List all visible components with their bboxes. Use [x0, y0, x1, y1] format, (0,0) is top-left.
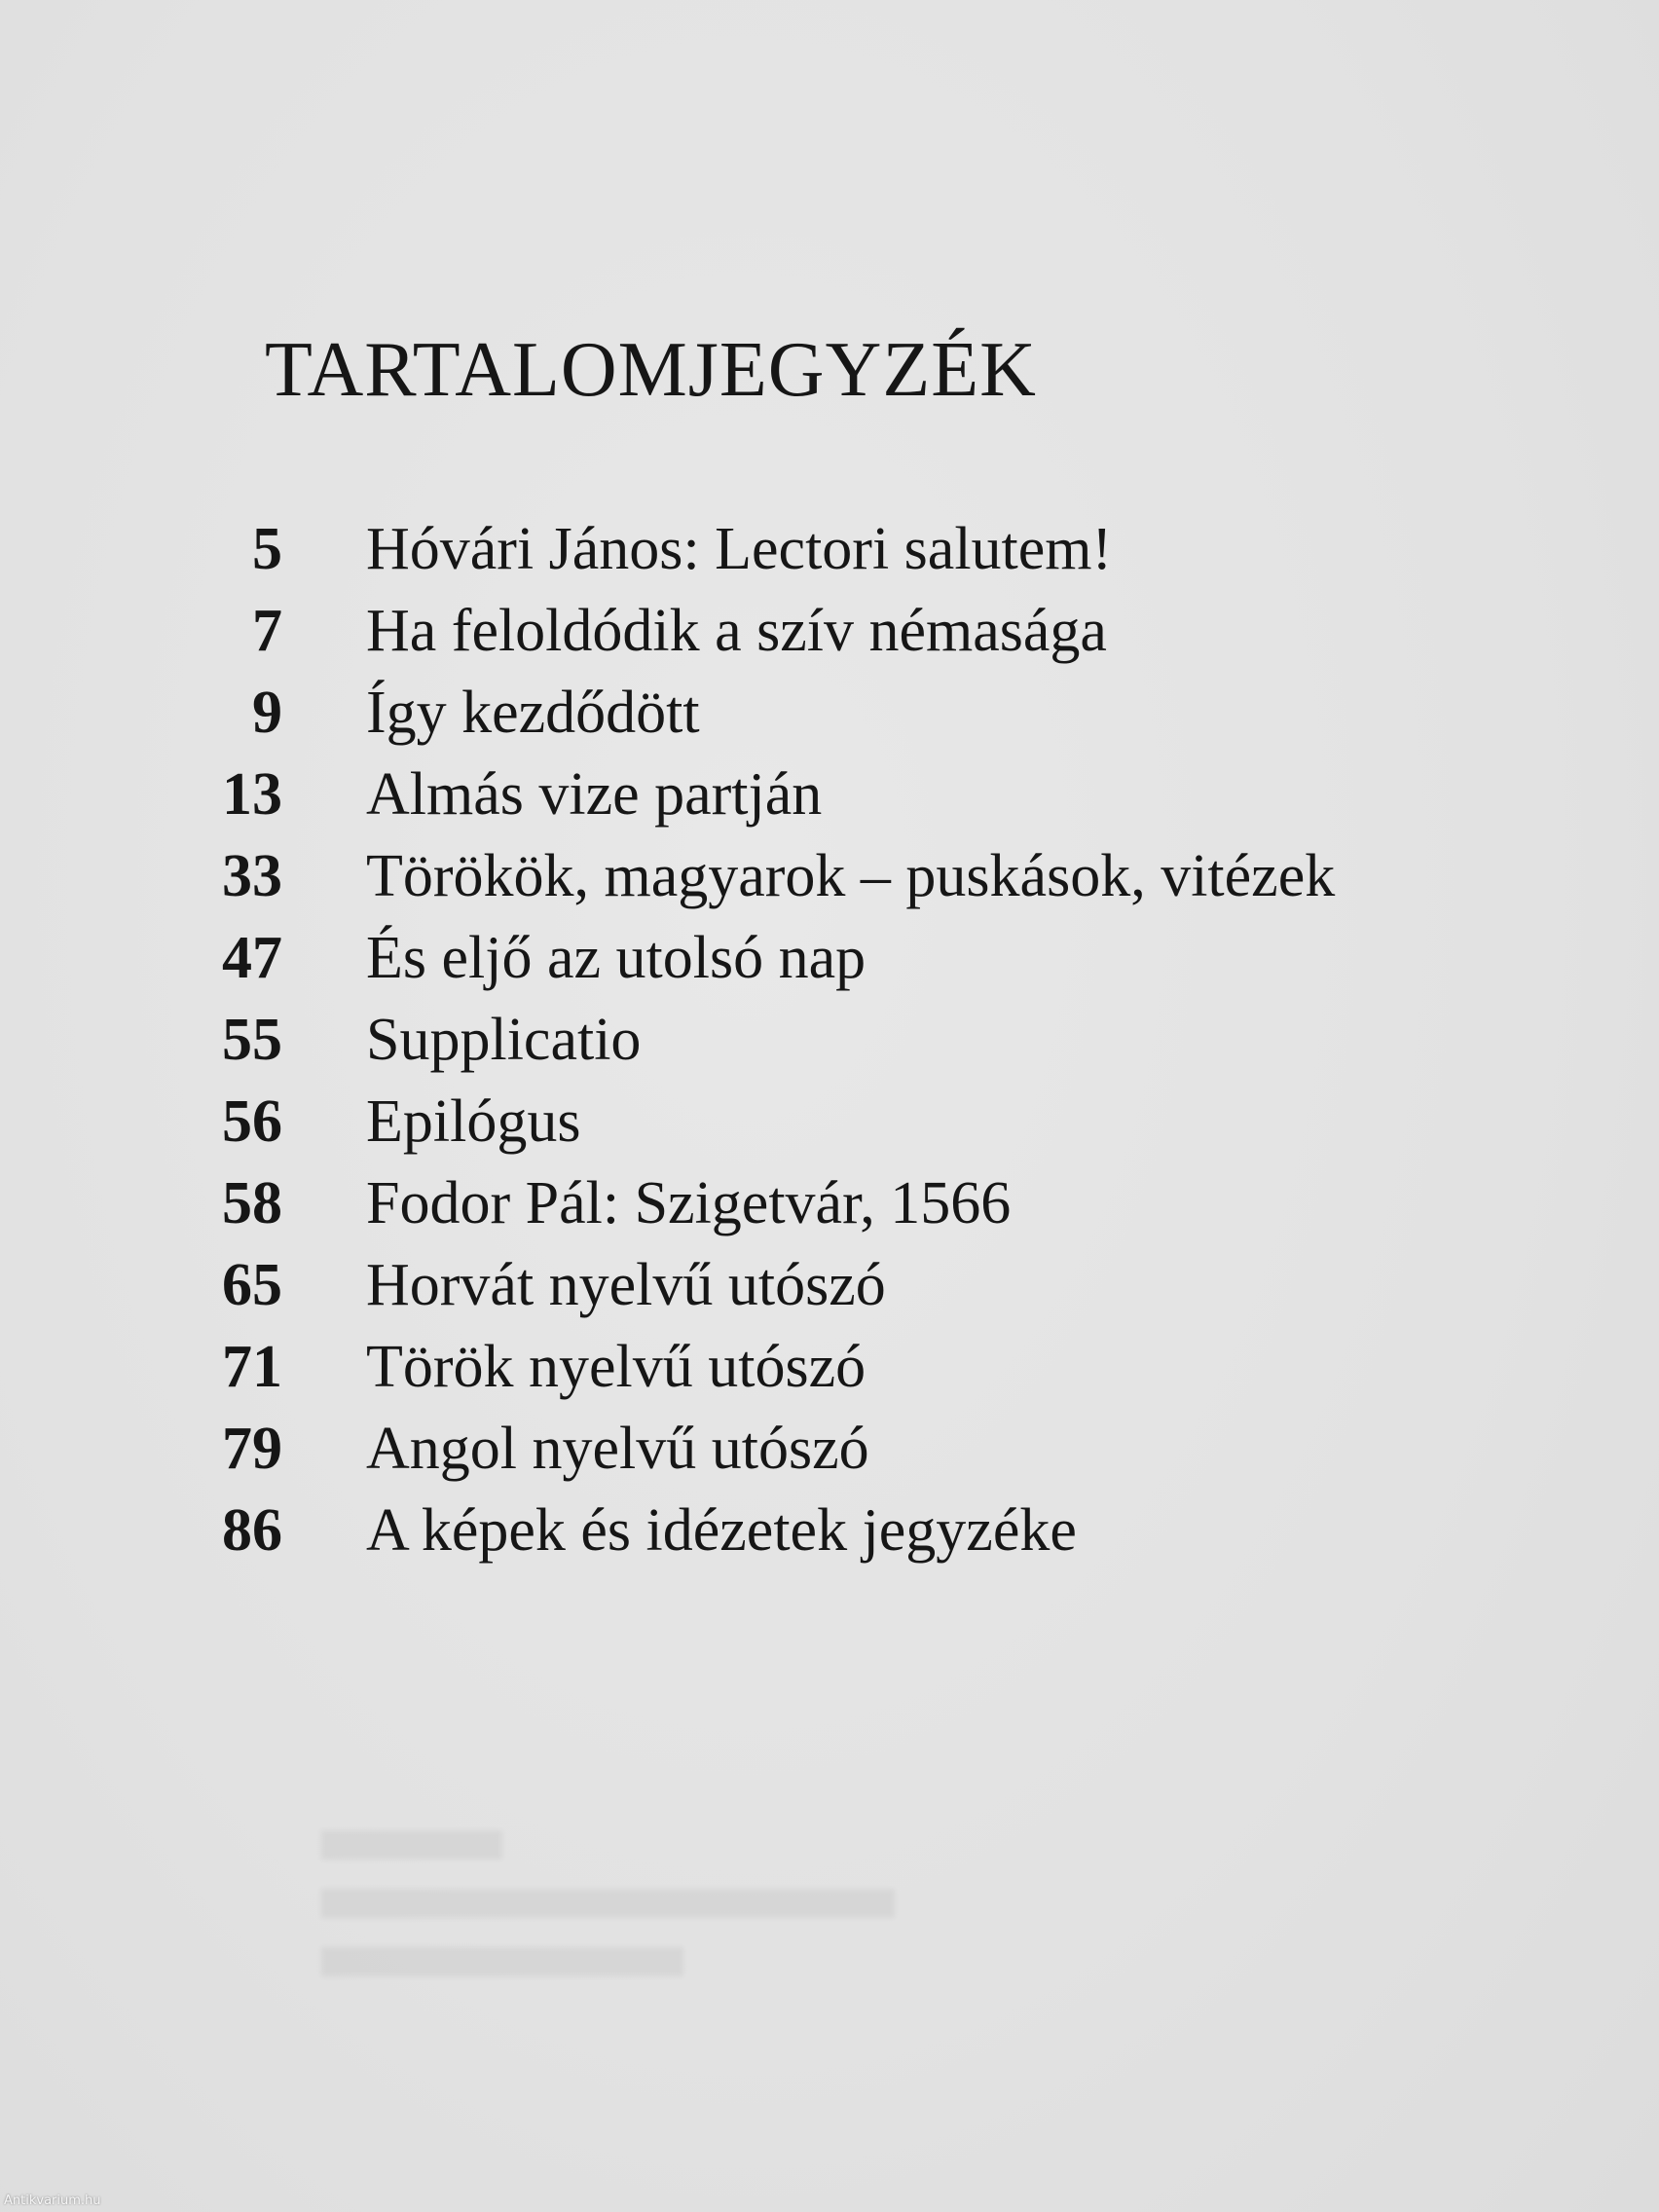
toc-title: Horvát nyelvű utószó [366, 1252, 886, 1318]
toc-title: Fodor Pál: Szigetvár, 1566 [366, 1170, 1012, 1236]
toc-entry [0, 672, 1659, 754]
toc-page-number: 86 [222, 1497, 282, 1564]
toc-title: Epilógus [366, 1088, 581, 1155]
toc-title: És eljő az utolsó nap [366, 925, 866, 991]
toc-page-number: 58 [222, 1170, 282, 1236]
toc-entry [0, 999, 1659, 1081]
toc-entry [0, 1490, 1659, 1571]
toc-title: Így kezdődött [366, 680, 700, 746]
toc-page-number: 55 [222, 1007, 282, 1073]
toc-page-number: 7 [252, 598, 282, 664]
toc-title: Hóvári János: Lectori salutem! [366, 516, 1113, 582]
show-through-text [321, 1830, 925, 2074]
toc-entry [0, 1326, 1659, 1408]
toc-page-number: 65 [222, 1252, 282, 1318]
toc-page-number: 56 [222, 1088, 282, 1155]
toc-page-number: 13 [222, 761, 282, 828]
toc-title: A képek és idézetek jegyzéke [366, 1497, 1077, 1564]
toc-title: Török nyelvű utószó [366, 1334, 866, 1400]
toc-page-number: 71 [222, 1334, 282, 1400]
toc-page-number: 47 [222, 925, 282, 991]
watermark: Antikvarium.hu [4, 2194, 101, 2208]
toc-title: Törökök, magyarok – puskások, vitézek [366, 843, 1336, 909]
toc-page-number: 33 [222, 843, 282, 909]
table-of-contents [0, 508, 1659, 1571]
page-title: TARTALOMJEGYZÉK [265, 327, 1037, 413]
toc-entry [0, 1162, 1659, 1244]
toc-entry [0, 590, 1659, 672]
toc-title: Angol nyelvű utószó [366, 1416, 869, 1482]
toc-entry [0, 1081, 1659, 1162]
toc-entry [0, 1408, 1659, 1490]
toc-page-number: 5 [252, 516, 282, 582]
toc-entry [0, 754, 1659, 835]
toc-page-number: 9 [252, 680, 282, 746]
toc-title: Supplicatio [366, 1007, 642, 1073]
toc-title: Almás vize partján [366, 761, 823, 828]
toc-entry [0, 508, 1659, 590]
toc-entry [0, 835, 1659, 917]
toc-title: Ha feloldódik a szív némasága [366, 598, 1107, 664]
toc-entry [0, 917, 1659, 999]
toc-entry [0, 1244, 1659, 1326]
toc-page-number: 79 [222, 1416, 282, 1482]
